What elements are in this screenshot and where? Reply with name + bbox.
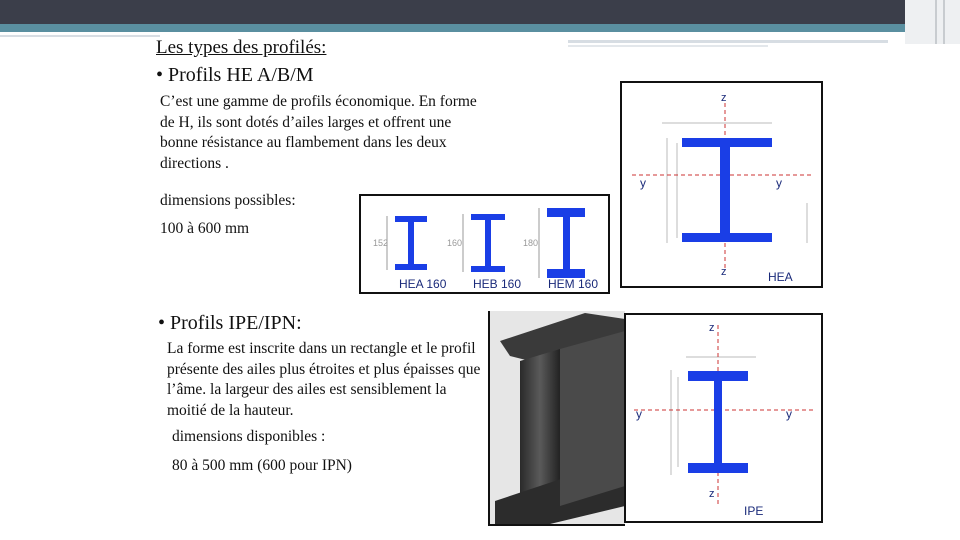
hem-height-label: 180 — [523, 238, 539, 248]
hea-section-shape — [682, 138, 772, 242]
hea-diagram-figure — [620, 81, 823, 288]
hea-profile-shape — [395, 216, 427, 270]
he-dimensions-label: dimensions possibles: — [160, 192, 296, 209]
decorative-line — [568, 40, 888, 43]
hem-profile-shape — [547, 208, 585, 278]
ipe-dimensions-value: 80 à 500 mm (600 pour IPN) — [172, 457, 352, 474]
ipe-diagram-name: IPE — [744, 504, 764, 518]
hem-label: HEM 160 — [548, 277, 599, 291]
he-dimensions-value: 100 à 600 mm — [160, 220, 250, 237]
decorative-line — [568, 45, 768, 47]
hea-label: HEA 160 — [399, 277, 447, 291]
beam-photo-svg — [490, 311, 625, 524]
decorative-line — [0, 35, 160, 37]
hea-diagram-svg — [622, 83, 821, 286]
he-profiles-figure — [359, 194, 610, 294]
z-axis-bottom-label: z — [709, 488, 715, 500]
z-axis-bottom-label: z — [721, 266, 727, 278]
heb-profile-shape — [471, 214, 505, 272]
bullet-he-profiles: • Profils HE A/B/M — [156, 64, 314, 86]
ipe-diagram-figure — [624, 313, 823, 523]
heb-label: HEB 160 — [473, 277, 522, 291]
hea-height-label: 152 — [373, 238, 389, 248]
y-axis-right-label: y — [786, 407, 792, 421]
heb-height-label: 160 — [447, 238, 463, 248]
y-axis-left-label: y — [636, 407, 642, 421]
hea-diagram-name: HEA — [768, 270, 793, 284]
y-axis-right-label: y — [776, 176, 782, 190]
ipe-description: La forme est inscrite dans un rectangle et le profil présente des ailes plus étroites et plus épaisses que l’âme. la largeur des ailes est sensiblement la moitié de la hauteur. — [167, 340, 481, 419]
he-description: C’est une gamme de profils économique. En forme de H, ils sont dotés d’ailes larges et offrent une bonne résistance au flambement dans les deux directions . — [160, 93, 477, 172]
ipe-section-shape — [688, 371, 748, 473]
he-profiles-svg — [361, 196, 608, 292]
header-bar — [0, 0, 960, 24]
beam-photo — [488, 311, 625, 526]
ipe-dimensions-label: dimensions disponibles : — [172, 428, 326, 445]
z-axis-top-label: z — [721, 92, 727, 104]
bullet-ipe-profiles: • Profils IPE/IPN: — [158, 312, 302, 334]
y-axis-left-label: y — [640, 176, 646, 190]
slide-title: Les types des profilés: — [156, 37, 327, 58]
z-axis-top-label: z — [709, 322, 715, 334]
header-accent-bar — [0, 24, 960, 32]
ipe-diagram-svg — [626, 315, 821, 521]
header-corner-decoration — [905, 0, 960, 44]
